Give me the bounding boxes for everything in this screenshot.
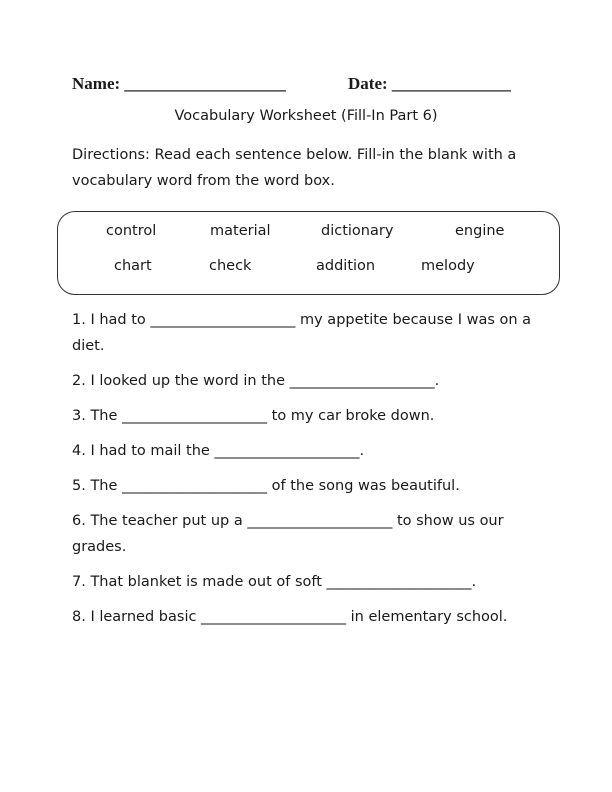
word-material: material [210,223,271,239]
question-3: 3. The ____________________ to my car broke down. [72,408,435,424]
worksheet-header [72,74,511,94]
name-field-label: Name: ___________________ [72,74,286,93]
question-8: 8. I learned basic ____________________ in elementary school. [72,609,508,625]
question-5: 5. The ____________________ of the song was beautiful. [72,478,460,494]
question-list [72,307,550,639]
word-dictionary: dictionary [321,223,394,239]
question-4: 4. I had to mail the ____________________. [72,443,365,459]
word-addition: addition [316,258,376,274]
worksheet-title: Vocabulary Worksheet (Fill-In Part 6) [174,108,438,124]
word-box [57,211,560,295]
directions-text: Directions: Read each sentence below. Fill-in the blank with a vocabulary word from the word box. [72,147,517,189]
question-2: 2. I looked up the word in the ____________________. [72,373,440,389]
question-6: 6. The teacher put up a ____________________ to show us our grades. [72,513,504,555]
word-check: check [209,258,252,274]
question-1: 1. I had to ____________________ my appetite because I was on a diet. [72,312,532,354]
word-control: control [106,223,157,239]
word-melody: melody [421,258,475,274]
word-engine: engine [455,223,505,239]
word-chart: chart [114,258,152,274]
question-7: 7. That blanket is made out of soft ____________________. [72,574,477,590]
date-field-label: Date: ______________ [348,74,511,93]
